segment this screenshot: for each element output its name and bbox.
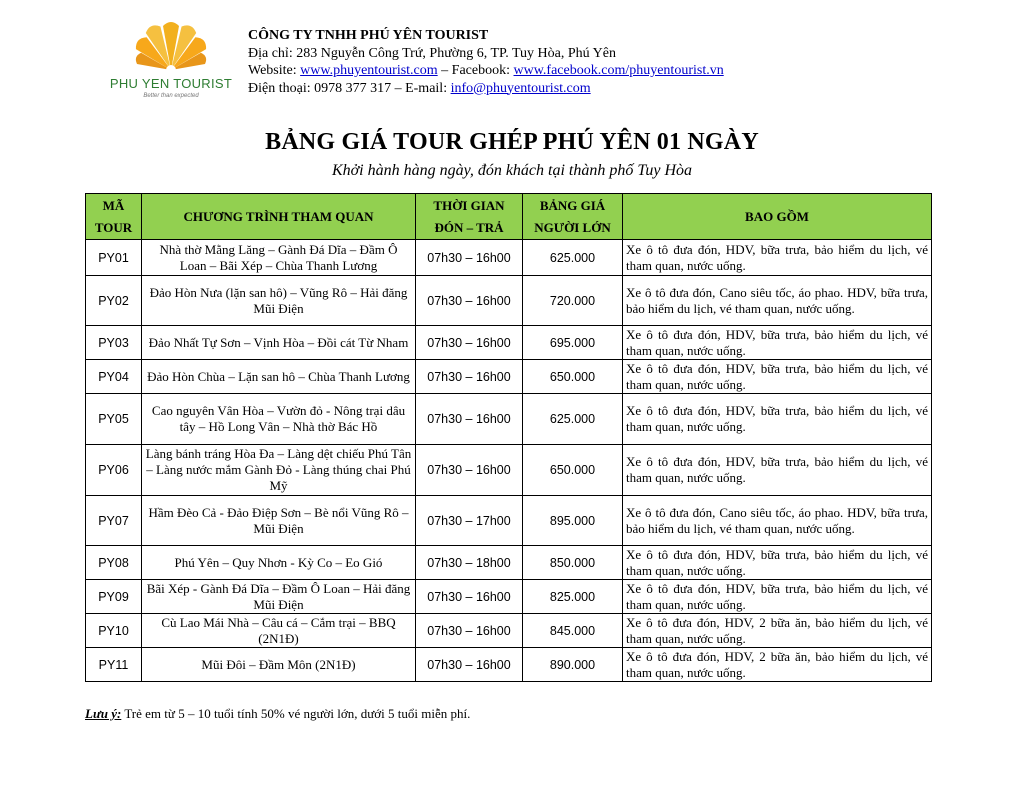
page-title: BẢNG GIÁ TOUR GHÉP PHÚ YÊN 01 NGÀY <box>265 129 759 155</box>
phone-text: Điện thoại: 0978 377 317 – E-mail: <box>248 80 448 96</box>
company-address: Địa chỉ: 283 Nguyễn Công Trứ, Phường 6, TP. Tuy Hòa, Phú Yên <box>248 45 616 61</box>
header-time: THỜI GIAN ĐÓN – TRẢ <box>416 194 523 240</box>
tour-program: Nhà thờ Mằng Lăng – Gành Đá Dĩa – Đầm Ô Loan – Bãi Xép – Chùa Thanh Lương <box>142 240 416 276</box>
tour-code: PY01 <box>86 240 142 276</box>
tour-code: PY11 <box>86 648 142 682</box>
tour-price: 720.000 <box>523 276 623 326</box>
tour-price: 625.000 <box>523 394 623 445</box>
tour-program: Bãi Xép - Gành Đá Dĩa – Đầm Ô Loan – Hải đăng Mũi Điện <box>142 580 416 614</box>
tour-price: 625.000 <box>523 240 623 276</box>
tour-includes: Xe ô tô đưa đón, HDV, bữa trưa, bảo hiểm du lịch, vé tham quan, nước uống. <box>623 580 932 614</box>
tour-time: 07h30 – 16h00 <box>416 394 523 445</box>
tour-time: 07h30 – 16h00 <box>416 580 523 614</box>
tour-code: PY04 <box>86 360 142 394</box>
tour-price: 650.000 <box>523 445 623 496</box>
facebook-link[interactable]: www.facebook.com/phuyentourist.vn <box>513 63 724 78</box>
tour-time: 07h30 – 17h00 <box>416 496 523 546</box>
tour-program: Đảo Hòn Chùa – Lặn san hô – Chùa Thanh Lương <box>142 360 416 394</box>
tour-time: 07h30 – 16h00 <box>416 360 523 394</box>
tour-price: 650.000 <box>523 360 623 394</box>
table-row <box>86 580 932 614</box>
header-program: CHƯƠNG TRÌNH THAM QUAN <box>142 194 416 240</box>
table-row <box>86 394 932 445</box>
table-row <box>86 496 932 546</box>
tour-code: PY08 <box>86 546 142 580</box>
tour-price: 890.000 <box>523 648 623 682</box>
tour-includes: Xe ô tô đưa đón, HDV, bữa trưa, bảo hiểm du lịch, vé tham quan, nước uống. <box>623 326 932 360</box>
tour-code: PY06 <box>86 445 142 496</box>
tour-time: 07h30 – 16h00 <box>416 648 523 682</box>
company-logo <box>106 18 236 108</box>
table-row <box>86 614 932 648</box>
website-label: Website: <box>248 63 297 78</box>
logo-text: PHU YEN TOURIST <box>109 76 233 91</box>
tour-program: Đảo Nhất Tự Sơn – Vịnh Hòa – Đồi cát Từ Nham <box>142 326 416 360</box>
tour-price: 825.000 <box>523 580 623 614</box>
logo-tagline: Better than expected <box>143 93 199 99</box>
tour-includes: Xe ô tô đưa đón, HDV, bữa trưa, bảo hiểm du lịch, vé tham quan, nước uống. <box>623 445 932 496</box>
table-row <box>86 546 932 580</box>
tour-code: PY02 <box>86 276 142 326</box>
tour-includes: Xe ô tô đưa đón, Cano siêu tốc, áo phao. HDV, bữa trưa, bảo hiểm du lịch, vé tham quan, nước uống. <box>623 496 932 546</box>
tour-program: Cù Lao Mái Nhà – Câu cá – Cắm trại – BBQ (2N1Đ) <box>142 614 416 648</box>
company-web-line <box>248 62 724 80</box>
tour-includes: Xe ô tô đưa đón, HDV, bữa trưa, bảo hiểm du lịch, vé tham quan, nước uống. <box>623 546 932 580</box>
tour-time: 07h30 – 16h00 <box>416 614 523 648</box>
tour-time: 07h30 – 16h00 <box>416 326 523 360</box>
tour-includes: Xe ô tô đưa đón, HDV, 2 bữa ăn, bảo hiểm du lịch, vé tham quan, nước uống. <box>623 614 932 648</box>
tour-program: Đảo Hòn Nưa (lặn san hô) – Vũng Rô – Hải đăng Mũi Điện <box>142 276 416 326</box>
tour-time: 07h30 – 16h00 <box>416 445 523 496</box>
header-includes: BAO GỒM <box>623 194 932 240</box>
tour-includes: Xe ô tô đưa đón, HDV, bữa trưa, bảo hiểm du lịch, vé tham quan, nước uống. <box>623 394 932 445</box>
tour-code: PY07 <box>86 496 142 546</box>
tour-code: PY09 <box>86 580 142 614</box>
header-price: BẢNG GIÁ NGƯỜI LỚN <box>523 194 623 240</box>
company-info <box>248 27 724 97</box>
table-row <box>86 360 932 394</box>
tour-includes: Xe ô tô đưa đón, Cano siêu tốc, áo phao. HDV, bữa trưa, bảo hiểm du lịch, vé tham quan, nước uống. <box>623 276 932 326</box>
page-subtitle: Khởi hành hàng ngày, đón khách tại thành phố Tuy Hòa <box>331 162 693 179</box>
tour-includes: Xe ô tô đưa đón, HDV, bữa trưa, bảo hiểm du lịch, vé tham quan, nước uống. <box>623 240 932 276</box>
table-row <box>86 240 932 276</box>
tour-program: Hầm Đèo Cả - Đảo Điệp Sơn – Bè nổi Vũng Rô – Mũi Điện <box>142 496 416 546</box>
company-contact-line <box>248 80 724 98</box>
sun-fan-icon <box>106 18 236 78</box>
email-link[interactable]: info@phuyentourist.com <box>450 80 591 96</box>
table-row <box>86 445 932 496</box>
facebook-label: – Facebook: <box>441 63 510 78</box>
header-code: MÃ TOUR <box>86 194 142 240</box>
footnote-text: Trẻ em từ 5 – 10 tuổi tính 50% vé người lớn, dưới 5 tuổi miễn phí. <box>121 706 471 721</box>
table-row <box>86 326 932 360</box>
footnote-label: Lưu ý: <box>85 706 122 721</box>
footnote <box>85 706 470 722</box>
tour-time: 07h30 – 16h00 <box>416 276 523 326</box>
tour-code: PY05 <box>86 394 142 445</box>
table-row <box>86 648 932 682</box>
tour-price: 850.000 <box>523 546 623 580</box>
company-name: CÔNG TY TNHH PHÚ YÊN TOURIST <box>248 28 489 43</box>
tour-program: Cao nguyên Vân Hòa – Vườn đỏ - Nông trại dâu tây – Hồ Long Vân – Nhà thờ Bác Hồ <box>142 394 416 445</box>
tour-price: 695.000 <box>523 326 623 360</box>
tour-code: PY10 <box>86 614 142 648</box>
tour-price: 845.000 <box>523 614 623 648</box>
tour-program: Phú Yên – Quy Nhơn - Kỳ Co – Eo Gió <box>142 546 416 580</box>
tour-price: 895.000 <box>523 496 623 546</box>
tour-time: 07h30 – 18h00 <box>416 546 523 580</box>
website-link[interactable]: www.phuyentourist.com <box>300 63 438 78</box>
tour-program: Làng bánh tráng Hòa Đa – Làng dệt chiếu Phú Tân – Làng nước mắm Gành Đỏ - Làng thúng chai Phú Mỹ <box>142 445 416 496</box>
tour-price-table <box>85 193 932 682</box>
table-header-row <box>86 194 932 240</box>
table-row <box>86 276 932 326</box>
tour-code: PY03 <box>86 326 142 360</box>
tour-program: Mũi Đôi – Đầm Môn (2N1Đ) <box>142 648 416 682</box>
tour-includes: Xe ô tô đưa đón, HDV, 2 bữa ăn, bảo hiểm du lịch, vé tham quan, nước uống. <box>623 648 932 682</box>
tour-time: 07h30 – 16h00 <box>416 240 523 276</box>
tour-includes: Xe ô tô đưa đón, HDV, bữa trưa, bảo hiểm du lịch, vé tham quan, nước uống. <box>623 360 932 394</box>
